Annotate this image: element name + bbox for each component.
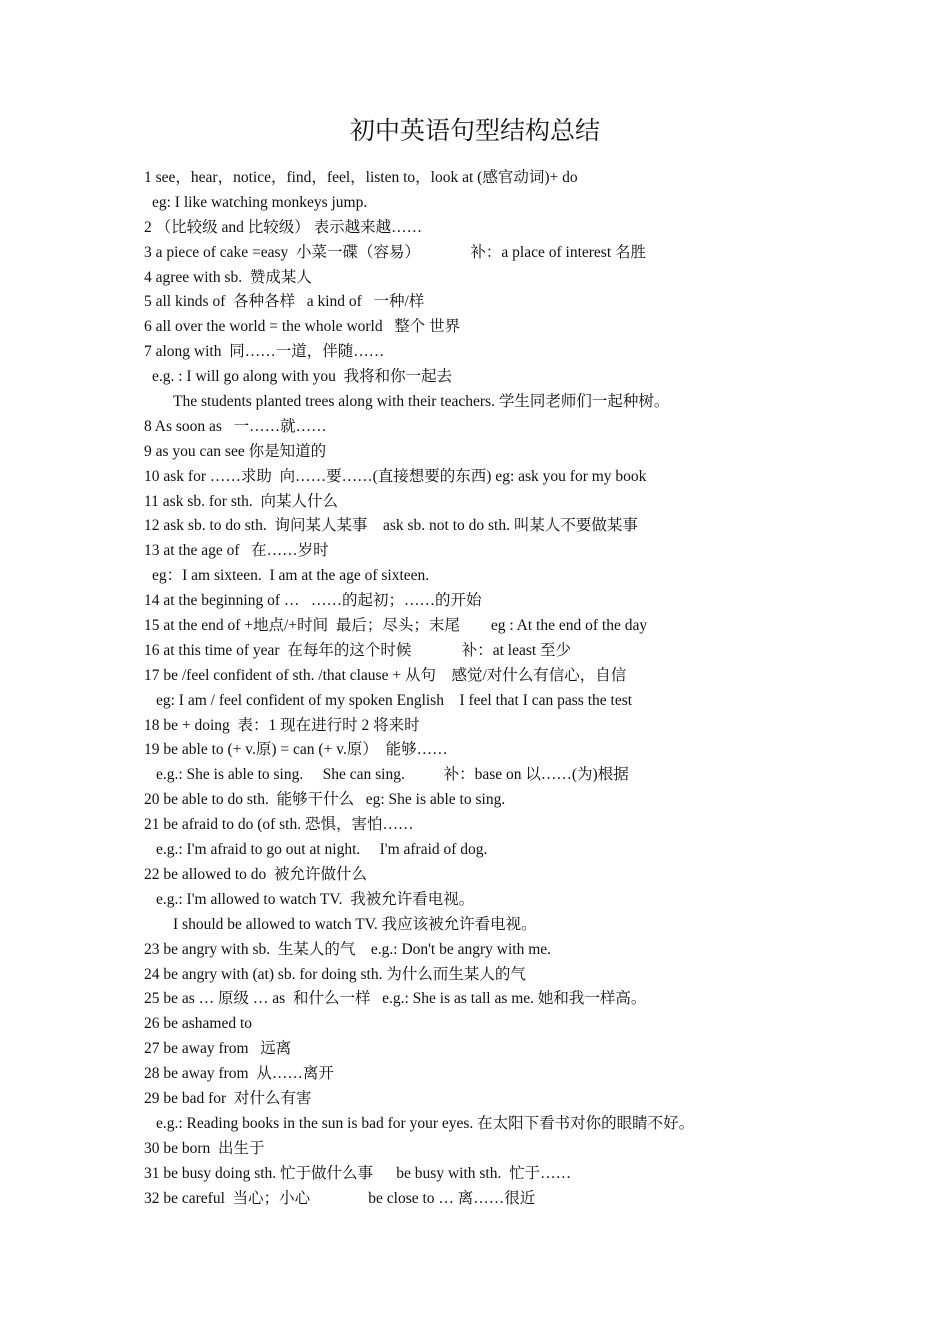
list-line: 28 be away from 从……离开 xyxy=(144,1065,334,1083)
list-line: 4 agree with sb. 赞成某人 xyxy=(144,268,312,286)
page-title: 初中英语句型结构总结 xyxy=(349,118,600,145)
list-line: 10 ask for ……求助 向……要……(直接想要的东西) eg: ask you for my book xyxy=(144,467,647,485)
example-line: The students planted trees along with their teachers. 学生同老师们一起种树。 xyxy=(173,393,670,411)
list-line: 8 As soon as 一……就…… xyxy=(144,417,327,435)
list-line: 9 as you can see 你是知道的 xyxy=(144,442,327,460)
list-line: 19 be able to (+ v.原) = can (+ v.原） 能够…… xyxy=(144,741,448,759)
example-line: e.g. : I will go along with you 我将和你一起去 xyxy=(152,368,453,386)
list-line: 5 all kinds of 各种各样 a kind of 一种/样 xyxy=(144,293,425,311)
list-line: 27 be away from 远离 xyxy=(144,1040,292,1058)
list-line: 18 be + doing 表：1 现在进行时 2 将来时 xyxy=(144,716,420,734)
list-line: 20 be able to do sth. 能够干什么 eg: She is able to sing. xyxy=(144,791,506,809)
list-line: 24 be angry with (at) sb. for doing sth. 为什么而生某人的气 xyxy=(144,965,526,983)
list-line: 1 see，hear，notice，find，feel，listen to，look at (感官动词)+ do xyxy=(144,169,578,186)
list-line: 6 all over the world = the whole world 整个 世界 xyxy=(144,318,461,336)
list-line: 3 a piece of cake =easy 小菜一碟（容易） 补：a place of interest 名胜 xyxy=(144,243,647,261)
list-line: 26 be ashamed to xyxy=(144,1015,253,1033)
example-line: e.g.: I'm allowed to watch TV. 我被允许看电视。 xyxy=(156,890,475,908)
list-line: 7 along with 同……一道，伴随…… xyxy=(144,343,385,361)
list-line: 11 ask sb. for sth. 向某人什么 xyxy=(144,492,339,510)
list-line: 23 be angry with sb. 生某人的气 e.g.: Don't be angry with me. xyxy=(144,940,552,958)
list-line: 16 at this time of year 在每年的这个时候 补：at least 至少 xyxy=(144,641,572,659)
list-line: 2 （比较级 and 比较级） 表示越来越…… xyxy=(144,218,423,236)
list-line: 15 at the end of +地点/+时间 最后；尽头；末尾 eg : At the end of the day xyxy=(144,617,648,635)
example-line: e.g.: She is able to sing. She can sing. 补：base on 以……(为)根据 xyxy=(156,766,629,784)
list-line: 17 be /feel confident of sth. /that clause + 从句 感觉/对什么有信心，自信 xyxy=(144,666,627,684)
list-line: 22 be allowed to do 被允许做什么 xyxy=(144,865,368,883)
example-line: eg：I am sixteen. I am at the age of sixteen. xyxy=(152,567,430,585)
phrase-list xyxy=(144,166,934,1211)
list-line: 13 at the age of 在……岁时 xyxy=(144,542,329,560)
example-line: eg: I am / feel confident of my spoken English I feel that I can pass the test xyxy=(156,691,633,709)
example-line: I should be allowed to watch TV. 我应该被允许看电视。 xyxy=(173,915,537,933)
list-line: 32 be careful 当心；小心 be close to … 离……很近 xyxy=(144,1189,536,1207)
list-line: 21 be afraid to do (of sth. 恐惧，害怕…… xyxy=(144,816,414,834)
list-line: 29 be bad for 对什么有害 xyxy=(144,1089,312,1107)
example-line: eg: I like watching monkeys jump. xyxy=(152,193,368,211)
list-line: 12 ask sb. to do sth. 询问某人某事 ask sb. not to do sth. 叫某人不要做某事 xyxy=(144,517,638,535)
example-line: e.g.: I'm afraid to go out at night. I'm afraid of dog. xyxy=(156,841,488,859)
example-line: e.g.: Reading books in the sun is bad for your eyes. 在太阳下看书对你的眼睛不好。 xyxy=(156,1114,695,1132)
list-line: 30 be born 出生于 xyxy=(144,1139,265,1157)
list-line: 31 be busy doing sth. 忙于做什么事 be busy with sth. 忙于…… xyxy=(144,1164,572,1182)
list-line: 25 be as … 原级 … as 和什么一样 e.g.: She is as tall as me. 她和我一样高。 xyxy=(144,990,647,1008)
list-line: 14 at the beginning of … ……的起初；……的开始 xyxy=(144,592,482,610)
